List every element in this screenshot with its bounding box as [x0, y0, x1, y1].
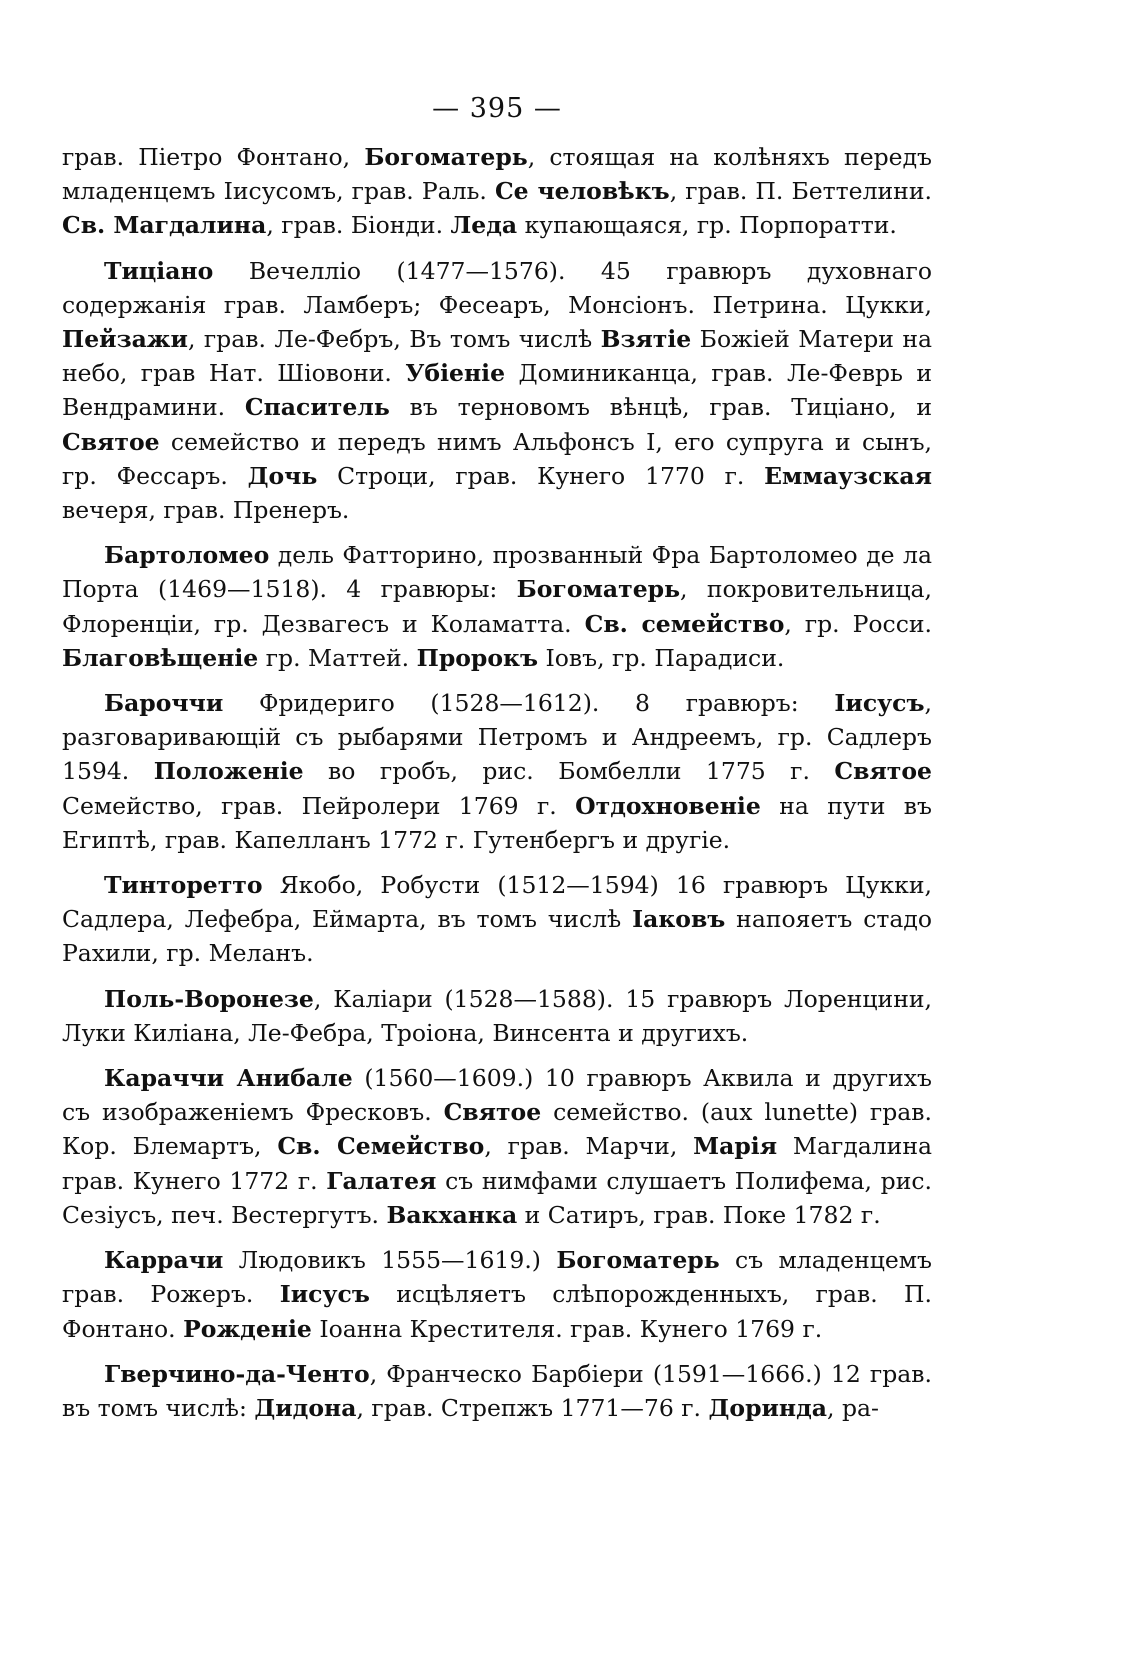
bold-term: Богоматерь — [364, 143, 528, 171]
bold-term: Доринда — [708, 1393, 828, 1422]
text-run: семейство. (aux lunette) грав. Кор. Блемартъ, — [62, 1098, 932, 1161]
paragraph — [62, 686, 932, 857]
bold-term: Пророкъ — [416, 643, 539, 672]
text-run: съ младенцемъ грав. Рожеръ. — [62, 1246, 933, 1309]
bold-term: Караччи Анибале — [104, 1064, 353, 1093]
text-run: напояетъ стадо Рахили, гр. Меланъ. — [62, 905, 932, 968]
text-run: , грав. Марчи, — [484, 1132, 694, 1161]
text-run: , Франческо Барбіери (1591—1666.) 12 грав. въ томъ числѣ: — [62, 1359, 932, 1422]
text-run: , покровительница, Флоренціи, гр. Дезвагесъ и Коламатта. — [62, 575, 932, 638]
paragraph — [62, 140, 932, 243]
text-run: грав. Піетро Фонтано, — [62, 143, 365, 171]
paragraph — [62, 982, 932, 1050]
bold-term: Благовѣщеніе — [62, 643, 259, 672]
text-run: дель Фатторино, прозванный Фра Бартоломео де ла Порта (1469—1518). 4 гравюры: — [62, 541, 932, 604]
book-page — [62, 90, 932, 1436]
bold-term: Дидона — [254, 1393, 357, 1422]
paragraph — [62, 1243, 932, 1346]
text-run: Доминиканца, грав. Ле-Феврь и Вендрамини. — [62, 359, 932, 422]
bold-term: Спаситель — [244, 393, 390, 422]
bold-term: Богоматерь — [556, 1246, 720, 1275]
bold-term: Іисусъ — [279, 1280, 370, 1309]
text-run: , грав. Стрепжъ 1771—76 г. — [356, 1393, 709, 1422]
text-run: Семейство, грав. Пейролери 1769 г. — [62, 791, 576, 820]
text-run: Іовъ, гр. Парадиси. — [538, 643, 785, 672]
bold-term: Взятіе — [600, 325, 692, 354]
bold-term: Каррачи — [104, 1246, 224, 1275]
bold-term: Гверчино-да-Ченто — [104, 1359, 370, 1388]
bold-term: Св. Семейство — [277, 1132, 485, 1161]
text-run: Якобо, Робусти (1512—1594) 16 гравюръ Цукки, Садлера, Лефебра, Еймарта, въ томъ числѣ — [62, 871, 932, 934]
text-run: Іоанна Крестителя. грав. Кунего 1769 г. — [311, 1314, 823, 1343]
paragraph — [62, 538, 932, 675]
paragraph — [62, 254, 932, 528]
page-number: — 395 — — [432, 93, 562, 124]
paragraph — [62, 1357, 932, 1425]
text-run: , Каліари (1528—1588). 15 гравюръ Лоренцини, Луки Киліана, Ле-Фебра, Троіона, Винсента и другихъ. — [62, 984, 932, 1047]
text-run: Строци, грав. Кунего 1770 г. — [317, 461, 765, 490]
bold-term: Отдохновеніе — [575, 791, 761, 820]
text-run: съ нимфами слушаетъ Полифема, рис. Сезіусъ, печ. Вестергутъ. — [62, 1166, 932, 1229]
text-run: Фридериго (1528—1612). 8 гравюръ: — [223, 689, 835, 718]
paragraph — [62, 1061, 932, 1232]
bold-term: Вакханка — [386, 1200, 518, 1229]
text-run: , разговаривающій съ рыбарями Петромъ и Андреемъ, гр. Садлеръ 1594. — [62, 689, 932, 786]
text-run: исцѣляетъ слѣпорожденныхъ, грав. П. Фонтано. — [62, 1280, 932, 1343]
bold-term: Святое — [834, 757, 932, 786]
text-run: , ра- — [827, 1393, 879, 1422]
text-run: во гробъ, рис. Бомбелли 1775 г. — [303, 757, 835, 786]
bold-term: Святое — [62, 427, 160, 456]
bold-term: Св. Магдалина — [62, 211, 267, 240]
bold-term: Тиціано — [104, 256, 214, 285]
text-run: (1560—1609.) 10 гравюръ Аквила и другихъ съ изображеніемъ Фресковъ. — [62, 1064, 932, 1127]
text-run: и Сатиръ, грав. Поке 1782 г. — [517, 1200, 881, 1229]
text-run: Людовикъ 1555—1619.) — [223, 1246, 557, 1275]
text-run: , стоящая на колѣняхъ передъ младенцемъ Іисусомъ, грав. Раль. — [62, 143, 932, 206]
bold-term: Дочь — [247, 461, 318, 490]
bold-term: Богоматерь — [516, 575, 681, 604]
paragraph — [62, 868, 932, 971]
text-run: Вечелліо (1477—1576). 45 гравюръ духовнаго содержанія грав. Ламберъ; Фесеаръ, Монсіонъ. Петрина. Цукки, — [62, 256, 932, 319]
text-run: гр. Маттей. — [258, 643, 417, 672]
bold-term: Леда — [450, 211, 518, 240]
bold-term: Бароччи — [104, 689, 224, 718]
text-run: вечеря, грав. Пренеръ. — [62, 496, 350, 525]
bold-term: Галатея — [326, 1166, 437, 1195]
text-run: на пути въ Египтѣ, грав. Капелланъ 1772 г. Гутенбергъ и другіе. — [62, 791, 932, 854]
text-run: купающаяся, гр. Порпоратти. — [517, 211, 897, 240]
bold-term: Поль-Воронезе — [104, 984, 314, 1013]
text-run: , грав. Ле-Фебръ, Въ томъ числѣ — [187, 325, 601, 354]
text-run: , гр. Росси. — [784, 609, 932, 638]
bold-term: Се человѣкъ — [494, 177, 670, 206]
bold-term: Марія — [693, 1132, 778, 1161]
text-run: Божіей Матери на небо, грав Нат. Шіовони. — [62, 325, 932, 388]
bold-term: Св. семейство — [584, 609, 785, 638]
text-run: семейство и передъ нимъ Альфонсъ I, его супруга и сынъ, гр. Фессаръ. — [62, 427, 932, 490]
bold-term: Еммаузская — [764, 461, 933, 490]
text-run: Магдалина грав. Кунего 1772 г. — [62, 1132, 933, 1195]
bold-term: Святое — [443, 1098, 542, 1127]
page-text-body — [62, 140, 932, 1425]
bold-term: Тинторетто — [104, 871, 263, 900]
bold-term: Рожденіе — [183, 1314, 312, 1343]
text-run: въ терновомъ вѣнцѣ, грав. Тиціано, и — [389, 393, 932, 422]
bold-term: Іаковъ — [632, 905, 726, 934]
bold-term: Убіеніе — [405, 359, 506, 388]
bold-term: Пейзажи — [62, 325, 188, 354]
text-run: , грав. П. Беттелини. — [669, 177, 932, 206]
text-run: , грав. Біонди. — [266, 211, 451, 240]
bold-term: Іисусъ — [834, 689, 925, 718]
bold-term: Положеніе — [153, 757, 304, 786]
bold-term: Бартоломео — [104, 541, 270, 570]
